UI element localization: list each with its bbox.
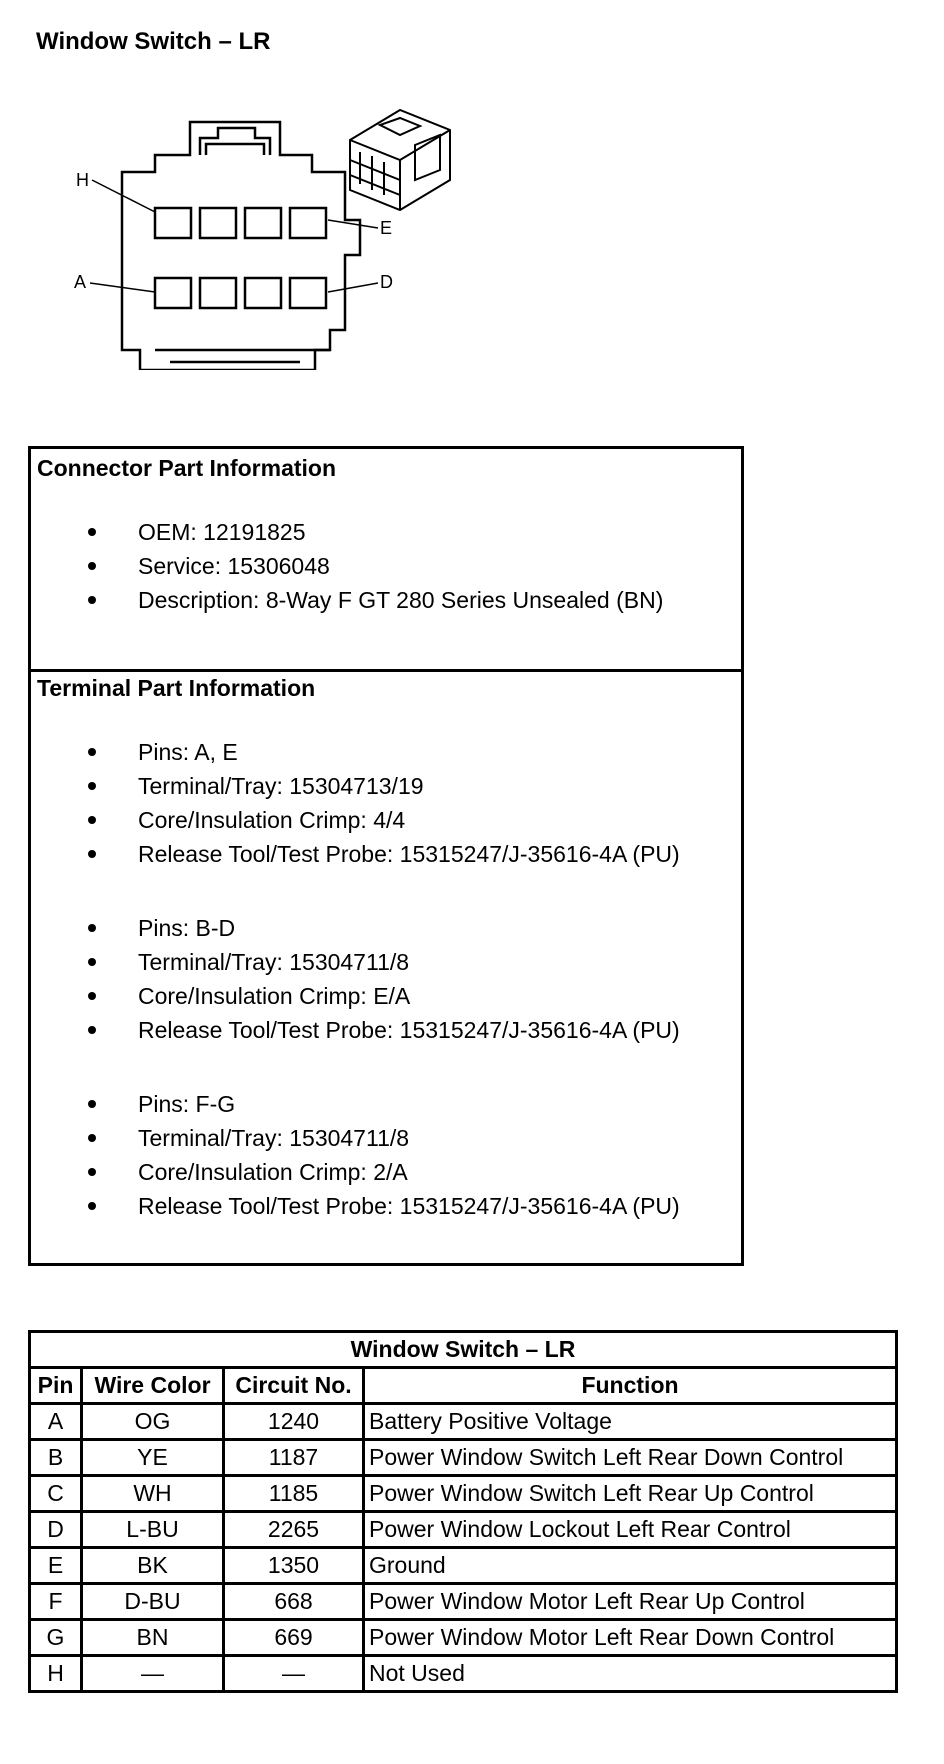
list-item: Release Tool/Test Probe: 15315247/J-35616-4A (PU): [31, 1189, 741, 1223]
terminal-group-1: [31, 735, 741, 871]
bullet-icon: [88, 992, 96, 1000]
cavity-e: [290, 208, 326, 238]
pin-cell: F: [30, 1584, 82, 1620]
pin-cell: H: [30, 1656, 82, 1692]
bullet-icon: [88, 1100, 96, 1108]
bullet-icon: [88, 1134, 96, 1142]
function-cell: Ground: [364, 1548, 897, 1584]
terminal-part-section: [31, 669, 741, 1263]
label-a: A: [74, 272, 87, 292]
wire-color-cell: WH: [82, 1476, 224, 1512]
connector-part-heading: Connector Part Information: [37, 455, 337, 481]
cavity-c: [245, 278, 281, 308]
terminal-group-3: [31, 1087, 741, 1223]
function-cell: Power Window Switch Left Rear Up Control: [364, 1476, 897, 1512]
function-cell: Battery Positive Voltage: [364, 1404, 897, 1440]
column-header: Circuit No.: [224, 1368, 364, 1404]
table-row: [30, 1584, 897, 1620]
table-row: [30, 1404, 897, 1440]
list-item: Release Tool/Test Probe: 15315247/J-35616-4A (PU): [31, 837, 741, 871]
wire-color-cell: OG: [82, 1404, 224, 1440]
connector-part-section: [31, 449, 741, 672]
pin-cell: G: [30, 1620, 82, 1656]
cavity-h: [155, 208, 191, 238]
list-item: Release Tool/Test Probe: 15315247/J-35616-4A (PU): [31, 1013, 741, 1047]
pin-table: [28, 1330, 898, 1693]
list-item: Core/Insulation Crimp: 4/4: [31, 803, 741, 837]
page-title: Window Switch – LR: [36, 28, 271, 55]
cavity-b: [200, 278, 236, 308]
pin-cell: E: [30, 1548, 82, 1584]
table-row: [30, 1476, 897, 1512]
bullet-icon: [88, 1202, 96, 1210]
function-cell: Power Window Lockout Left Rear Control: [364, 1512, 897, 1548]
function-cell: Power Window Switch Left Rear Down Control: [364, 1440, 897, 1476]
table-row: [30, 1440, 897, 1476]
connector-isometric-icon: [350, 110, 450, 210]
list-item: Pins: F-G: [31, 1087, 741, 1121]
circuit-cell: 1350: [224, 1548, 364, 1584]
circuit-cell: 1187: [224, 1440, 364, 1476]
terminal-part-heading: Terminal Part Information: [37, 675, 316, 701]
terminal-group-2: [31, 911, 741, 1047]
bullet-icon: [88, 924, 96, 932]
table-row: [30, 1548, 897, 1584]
table-row: [30, 1512, 897, 1548]
list-item: Terminal/Tray: 15304713/19: [31, 769, 741, 803]
part-information-box: [28, 446, 744, 1266]
wire-color-cell: —: [82, 1656, 224, 1692]
circuit-cell: 1240: [224, 1404, 364, 1440]
circuit-cell: 669: [224, 1620, 364, 1656]
function-cell: Not Used: [364, 1656, 897, 1692]
list-item: Core/Insulation Crimp: 2/A: [31, 1155, 741, 1189]
list-item: Service: 15306048: [31, 549, 741, 583]
circuit-cell: 668: [224, 1584, 364, 1620]
list-item: Terminal/Tray: 15304711/8: [31, 945, 741, 979]
pin-cell: B: [30, 1440, 82, 1476]
pin-cell: A: [30, 1404, 82, 1440]
bullet-icon: [88, 1168, 96, 1176]
list-item: Terminal/Tray: 15304711/8: [31, 1121, 741, 1155]
bullet-icon: [88, 1026, 96, 1034]
function-cell: Power Window Motor Left Rear Up Control: [364, 1584, 897, 1620]
bullet-icon: [88, 596, 96, 604]
label-d: D: [380, 272, 393, 292]
circuit-cell: —: [224, 1656, 364, 1692]
list-item: OEM: 12191825: [31, 515, 741, 549]
list-item: Pins: A, E: [31, 735, 741, 769]
bullet-icon: [88, 562, 96, 570]
table-row: [30, 1656, 897, 1692]
wire-color-cell: BK: [82, 1548, 224, 1584]
connector-part-list: [31, 515, 741, 617]
bullet-icon: [88, 850, 96, 858]
wire-color-cell: BN: [82, 1620, 224, 1656]
column-header: Wire Color: [82, 1368, 224, 1404]
latch: [200, 128, 270, 155]
bullet-icon: [88, 782, 96, 790]
wire-color-cell: L-BU: [82, 1512, 224, 1548]
cavity-a: [155, 278, 191, 308]
bullet-icon: [88, 958, 96, 966]
column-header: Function: [364, 1368, 897, 1404]
pin-cell: D: [30, 1512, 82, 1548]
bullet-icon: [88, 748, 96, 756]
list-item: Pins: B-D: [31, 911, 741, 945]
table-caption: Window Switch – LR: [30, 1332, 897, 1368]
column-header: Pin: [30, 1368, 82, 1404]
cavity-d: [290, 278, 326, 308]
label-e: E: [380, 218, 393, 238]
circuit-cell: 1185: [224, 1476, 364, 1512]
pin-cell: C: [30, 1476, 82, 1512]
function-cell: Power Window Motor Left Rear Down Control: [364, 1620, 897, 1656]
cavity-g: [200, 208, 236, 238]
bullet-icon: [88, 528, 96, 536]
label-h: H: [76, 170, 89, 190]
table-row: [30, 1620, 897, 1656]
connector-diagram: [60, 100, 480, 370]
circuit-cell: 2265: [224, 1512, 364, 1548]
list-item: Core/Insulation Crimp: E/A: [31, 979, 741, 1013]
list-item: Description: 8-Way F GT 280 Series Unsealed (BN): [31, 583, 741, 617]
table-header-row: [30, 1368, 897, 1404]
connector-body: [122, 122, 360, 370]
cavity-f: [245, 208, 281, 238]
wire-color-cell: YE: [82, 1440, 224, 1476]
wire-color-cell: D-BU: [82, 1584, 224, 1620]
bullet-icon: [88, 816, 96, 824]
